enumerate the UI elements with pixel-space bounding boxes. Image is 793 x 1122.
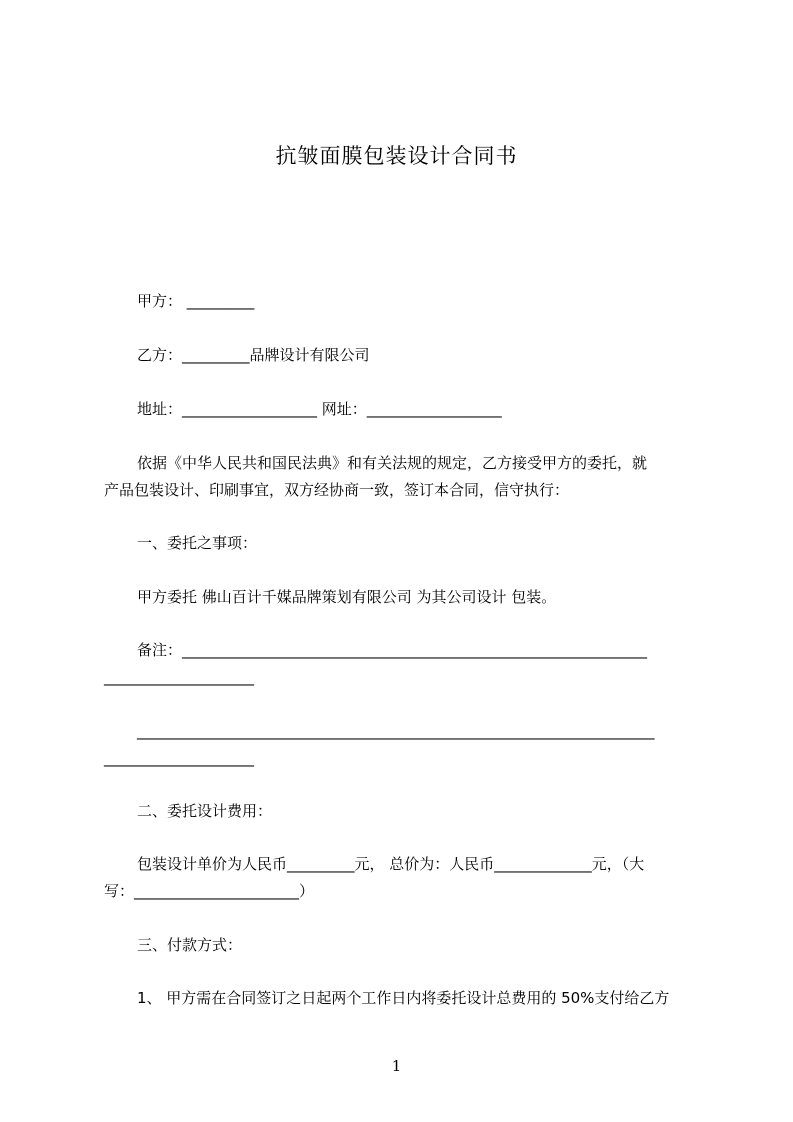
party-b-line: 乙方：_________品牌设计有限公司 — [137, 346, 370, 364]
remark-line-3: _____________________________________________________________________ — [137, 722, 655, 740]
section-2-heading: 二、委托设计费用： — [137, 802, 273, 820]
remark-line-4: ____________________ — [104, 749, 254, 767]
remark-line-2: ____________________ — [104, 668, 254, 686]
payment-item-1: 1、 甲方需在合同签订之日起两个工作日内将委托设计总费用的 50%支付给乙方 — [137, 989, 670, 1007]
section-1-text: 甲方委托 佛山百计千媒品牌策划有限公司 为其公司设计 包装。 — [137, 588, 557, 606]
fee-line-2: 写：______________________） — [104, 882, 315, 900]
party-a-line: 甲方： _________ — [137, 292, 255, 310]
fee-line-1: 包装设计单价为人民币_________元， 总价为：人民币_____________元，（大 — [137, 855, 645, 873]
section-1-heading: 一、委托之事项： — [137, 534, 258, 552]
intro-paragraph-line-1: 依据《中华人民共和国民法典》和有关法规的规定，乙方接受甲方的委托，就 — [137, 454, 648, 472]
address-website-line: 地址：__________________ 网址：__________________ — [137, 400, 502, 418]
intro-paragraph-line-2: 产品包装设计、印刷事宜，双方经协商一致，签订本合同，信守执行： — [104, 481, 570, 499]
section-3-heading: 三、付款方式： — [137, 936, 243, 954]
document-title: 抗皱面膜包装设计合同书 — [275, 144, 518, 168]
remark-line-1: 备注：______________________________________________________________ — [137, 641, 648, 659]
page-number: 1 — [391, 1057, 402, 1075]
